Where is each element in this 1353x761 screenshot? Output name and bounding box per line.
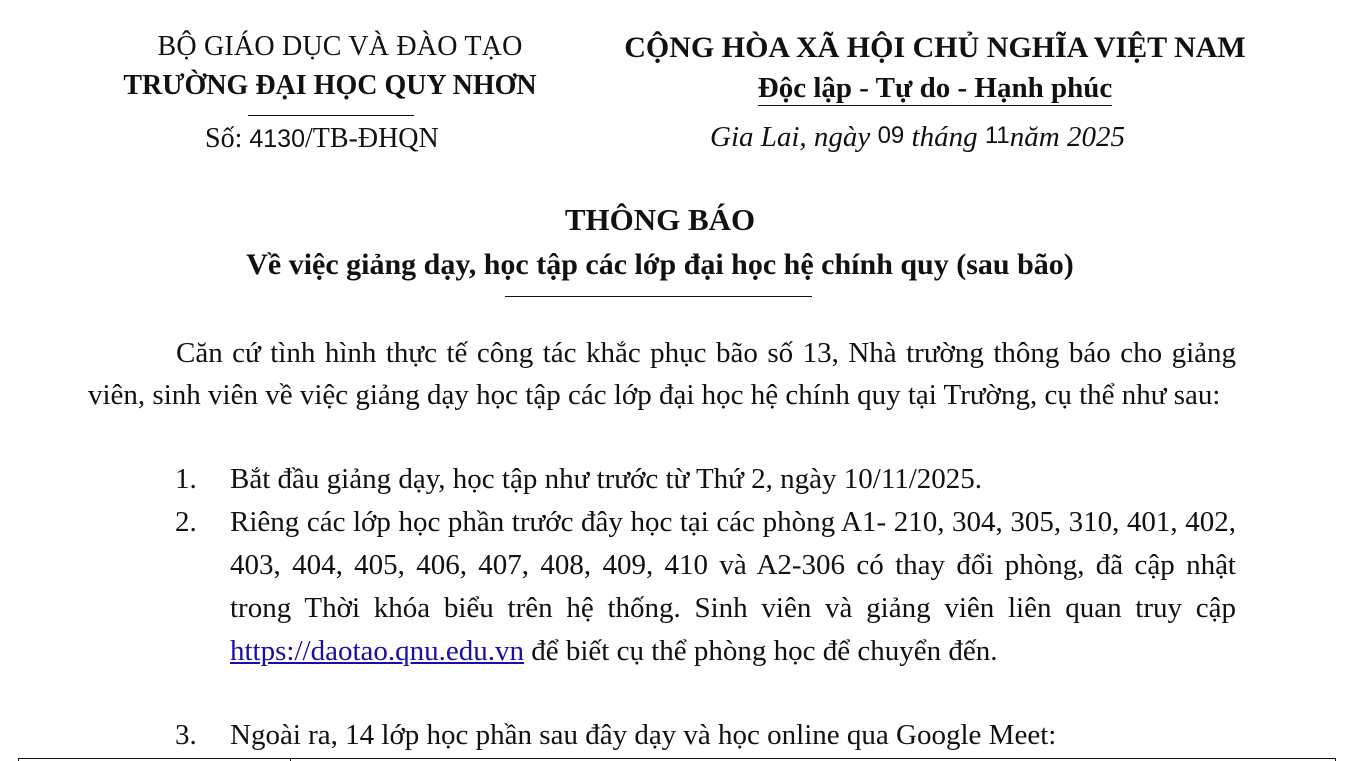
list-item xyxy=(175,458,1236,501)
item-text-before-link: Riêng các lớp học phần trước đây học tại các phòng A1- 210, 304, 305, 310, 401, 402, 403, 404, 405, 406, 407, 408, 409, 410 và A2-306 có thay đổi phòng, đã cập nhật trong Thời khóa biểu trên hệ thống. Sinh viên và giảng viên liên quan truy cập xyxy=(230,506,1236,624)
title-underline xyxy=(505,296,812,297)
list-item xyxy=(175,714,1236,757)
list-item-number: 2. xyxy=(175,506,197,538)
list-item xyxy=(175,501,1236,673)
ministry-name: BỘ GIÁO DỤC VÀ ĐÀO TẠO xyxy=(157,31,523,62)
list-item-text: Ngoài ra, 14 lớp học phần sau đây dạy và học online qua Google Meet: xyxy=(230,719,1057,751)
motto-text: Độc lập - Tự do - Hạnh phúc xyxy=(757,72,1113,104)
document-title: THÔNG BÁO xyxy=(564,202,756,237)
date-place: Gia Lai, ngày xyxy=(710,121,871,153)
list-item-text: Bắt đầu giảng dạy, học tập như trước từ Thứ 2, ngày 10/11/2025. xyxy=(230,463,983,495)
national-motto xyxy=(560,72,1310,105)
school-underline xyxy=(248,115,414,116)
date-month: 11 xyxy=(984,122,1010,149)
intro-text: Căn cứ tình hình thực tế công tác khắc phục bão số 13, Nhà trường thông báo cho giảng viên, sinh viên về việc giảng dạy học tập các lớp đại học hệ chính quy tại Trường, cụ thể như sau: xyxy=(88,337,1236,411)
table-top-border xyxy=(18,758,1336,759)
list-item-number: 3. xyxy=(175,719,197,751)
doc-number-suffix: /TB-ĐHQN xyxy=(304,123,439,154)
date-day: 09 xyxy=(877,122,905,149)
doc-number-prefix: Số: xyxy=(205,123,243,154)
document-number xyxy=(205,123,439,155)
doc-number-value: 4130 xyxy=(249,125,305,153)
list-item-text xyxy=(230,501,1236,673)
date-month-label: tháng xyxy=(911,121,978,153)
school-name: TRƯỜNG ĐẠI HỌC QUY NHƠN xyxy=(123,70,537,101)
document-subtitle: Về việc giảng dạy, học tập các lớp đại học hệ chính quy (sau bão) xyxy=(246,248,1074,281)
intro-paragraph xyxy=(88,333,1236,416)
republic-heading: CỘNG HÒA XÃ HỘI CHỦ NGHĨA VIỆT NAM xyxy=(624,31,1246,64)
date-year: năm 2025 xyxy=(1009,121,1125,153)
list-item-number: 1. xyxy=(175,463,197,495)
training-portal-link[interactable]: https://daotao.qnu.edu.vn xyxy=(230,635,524,667)
date-line xyxy=(710,121,1125,154)
item-text-after-link: để biết cụ thể phòng học để chuyển đến. xyxy=(524,635,998,667)
